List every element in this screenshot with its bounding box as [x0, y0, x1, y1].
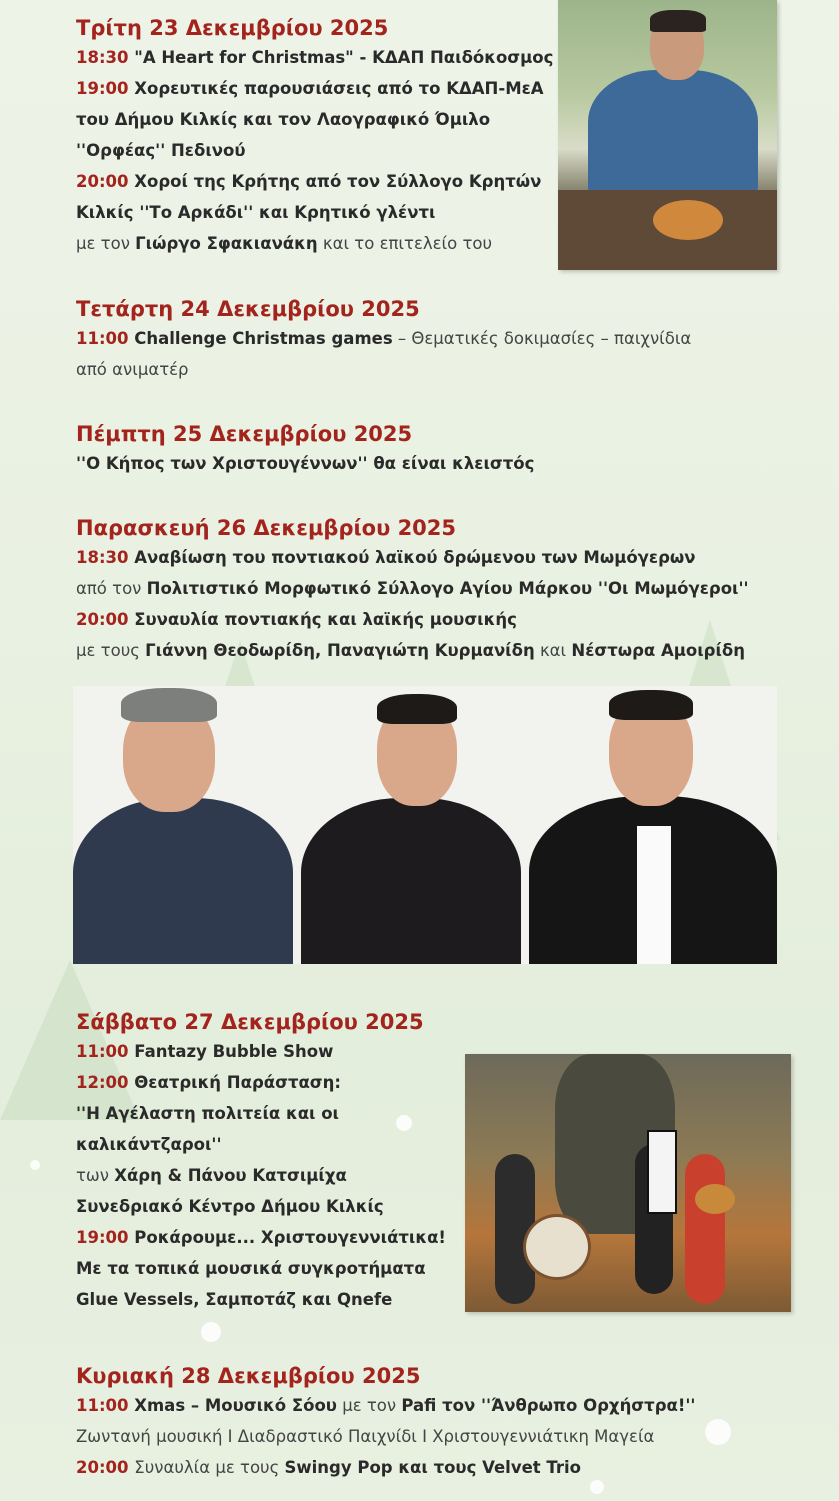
event-line	[76, 323, 691, 354]
event-line	[76, 1421, 695, 1452]
event-time: 18:30	[76, 548, 135, 567]
event-text: Χάρη & Πάνου Κατσιμίχα	[114, 1166, 347, 1185]
event-line	[76, 542, 749, 573]
event-line	[76, 42, 553, 73]
event-text: Συναυλία με τους	[134, 1458, 285, 1477]
event-line	[76, 166, 553, 197]
event-line	[76, 448, 534, 479]
event-text: Πολιτιστικό Μορφωτικό Σύλλογο Αγίου Μάρκου ''Οι Μωμόγεροι''	[146, 579, 749, 598]
event-time: 11:00	[76, 1042, 135, 1061]
day-section-wednesday	[76, 295, 691, 385]
day-section-sunday	[76, 1362, 695, 1483]
day-title: Παρασκευή 26 Δεκεμβρίου 2025	[76, 516, 457, 540]
musician-photo	[558, 0, 777, 270]
event-text: ''Η Αγέλαστη πολιτεία και οι	[76, 1104, 339, 1123]
event-line	[76, 1067, 446, 1098]
event-text: με τον	[76, 234, 136, 253]
event-text: Ζωντανή μουσική Ι Διαδραστικό Παιχνίδι Ι Χριστουγεννιάτικη Μαγεία	[76, 1427, 655, 1446]
event-text: με τους	[76, 641, 146, 660]
day-title: Κυριακή 28 Δεκεμβρίου 2025	[76, 1364, 421, 1388]
event-text: Glue Vessels, Σαμποτάζ και Qnefe	[76, 1290, 393, 1309]
performers-group-photo	[73, 686, 777, 964]
event-line	[76, 1253, 446, 1284]
event-line	[76, 635, 749, 666]
event-line	[76, 1284, 446, 1315]
event-line	[76, 1390, 695, 1421]
event-text: Με τα τοπικά μουσικά συγκροτήματα	[76, 1259, 426, 1278]
event-text: Ροκάρουμε... Χριστουγεννιάτικα!	[134, 1228, 446, 1247]
event-text: Χορευτικές παρουσιάσεις από το ΚΔΑΠ-ΜεΑ	[134, 79, 544, 98]
event-line	[76, 1160, 446, 1191]
event-text: των	[76, 1166, 115, 1185]
event-text: Χοροί της Κρήτης από τον Σύλλογο Κρητών	[134, 172, 542, 191]
event-line	[76, 604, 749, 635]
event-text: από ανιματέρ	[76, 360, 189, 379]
day-section-thursday	[76, 420, 534, 479]
event-line	[76, 1222, 446, 1253]
event-line	[76, 573, 749, 604]
event-line	[76, 1036, 446, 1067]
event-text: Θεατρική Παράσταση:	[134, 1073, 341, 1092]
event-line	[76, 1452, 695, 1483]
event-time: 11:00	[76, 1396, 135, 1415]
event-text: καλικάντζαροι''	[76, 1135, 222, 1154]
snowflake	[201, 1322, 221, 1342]
event-text: ''Ο Κήπος των Χριστουγέννων'' θα είναι κλειστός	[76, 454, 535, 473]
day-title: Σάββατο 27 Δεκεμβρίου 2025	[76, 1010, 424, 1034]
event-line	[76, 1098, 446, 1129]
event-text: και το επιτελείο του	[317, 234, 493, 253]
day-section-tuesday	[76, 14, 553, 259]
event-line	[76, 197, 553, 228]
event-line	[76, 228, 553, 259]
event-line	[76, 1191, 446, 1222]
event-time: 20:00	[76, 172, 135, 191]
event-text: Γιώργο Σφακιανάκη	[135, 234, 318, 253]
event-text: Νέστωρα Αμοιρίδη	[571, 641, 745, 660]
event-time: 19:00	[76, 79, 135, 98]
day-title: Τετάρτη 24 Δεκεμβρίου 2025	[76, 297, 420, 321]
event-line	[76, 135, 553, 166]
event-text: Swingy Pop και τους Velvet Trio	[284, 1458, 581, 1477]
day-title: Πέμπτη 25 Δεκεμβρίου 2025	[76, 422, 413, 446]
event-time: 18:30	[76, 48, 135, 67]
day-title: Τρίτη 23 Δεκεμβρίου 2025	[76, 16, 389, 40]
event-text: Xmas – Μουσικό Σόου	[134, 1396, 337, 1415]
event-text: Συνεδριακό Κέντρο Δήμου Κιλκίς	[76, 1197, 384, 1216]
event-text: – Θεματικές δοκιμασίες – παιχνίδια	[392, 329, 692, 348]
event-time: 19:00	[76, 1228, 135, 1247]
event-text: Fantazy Bubble Show	[134, 1042, 334, 1061]
event-time: 12:00	[76, 1073, 135, 1092]
event-text: Κιλκίς ''Το Αρκάδι'' και Κρητικό γλέντι	[76, 203, 436, 222]
event-text: του Δήμου Κιλκίς και τον Λαογραφικό Όμιλο	[76, 110, 491, 129]
event-time: 20:00	[76, 1458, 135, 1477]
snowflake	[705, 1419, 731, 1445]
snowflake	[30, 1160, 40, 1170]
event-text: από τον	[76, 579, 147, 598]
band-photo	[465, 1054, 791, 1312]
event-time: 11:00	[76, 329, 135, 348]
event-line	[76, 354, 691, 385]
event-text: Pafi τον ''Άνθρωπο Ορχήστρα!''	[401, 1396, 696, 1415]
event-text: Συναυλία ποντιακής και λαϊκής μουσικής	[134, 610, 517, 629]
day-section-saturday	[76, 1008, 446, 1315]
event-text: Challenge Christmas games	[134, 329, 393, 348]
event-text: και	[534, 641, 572, 660]
event-text: "A Heart for Christmas" - ΚΔΑΠ Παιδόκοσμος	[134, 48, 554, 67]
event-text: ''Ορφέας'' Πεδινού	[76, 141, 246, 160]
event-line	[76, 1129, 446, 1160]
event-line	[76, 73, 553, 104]
event-text: με τον	[336, 1396, 402, 1415]
event-time: 20:00	[76, 610, 135, 629]
event-line	[76, 104, 553, 135]
event-text: Γιάννη Θεοδωρίδη, Παναγιώτη Κυρμανίδη	[145, 641, 535, 660]
event-text: Αναβίωση του ποντιακού λαϊκού δρώμενου των Μωμόγερων	[134, 548, 696, 567]
day-section-friday	[76, 514, 749, 666]
